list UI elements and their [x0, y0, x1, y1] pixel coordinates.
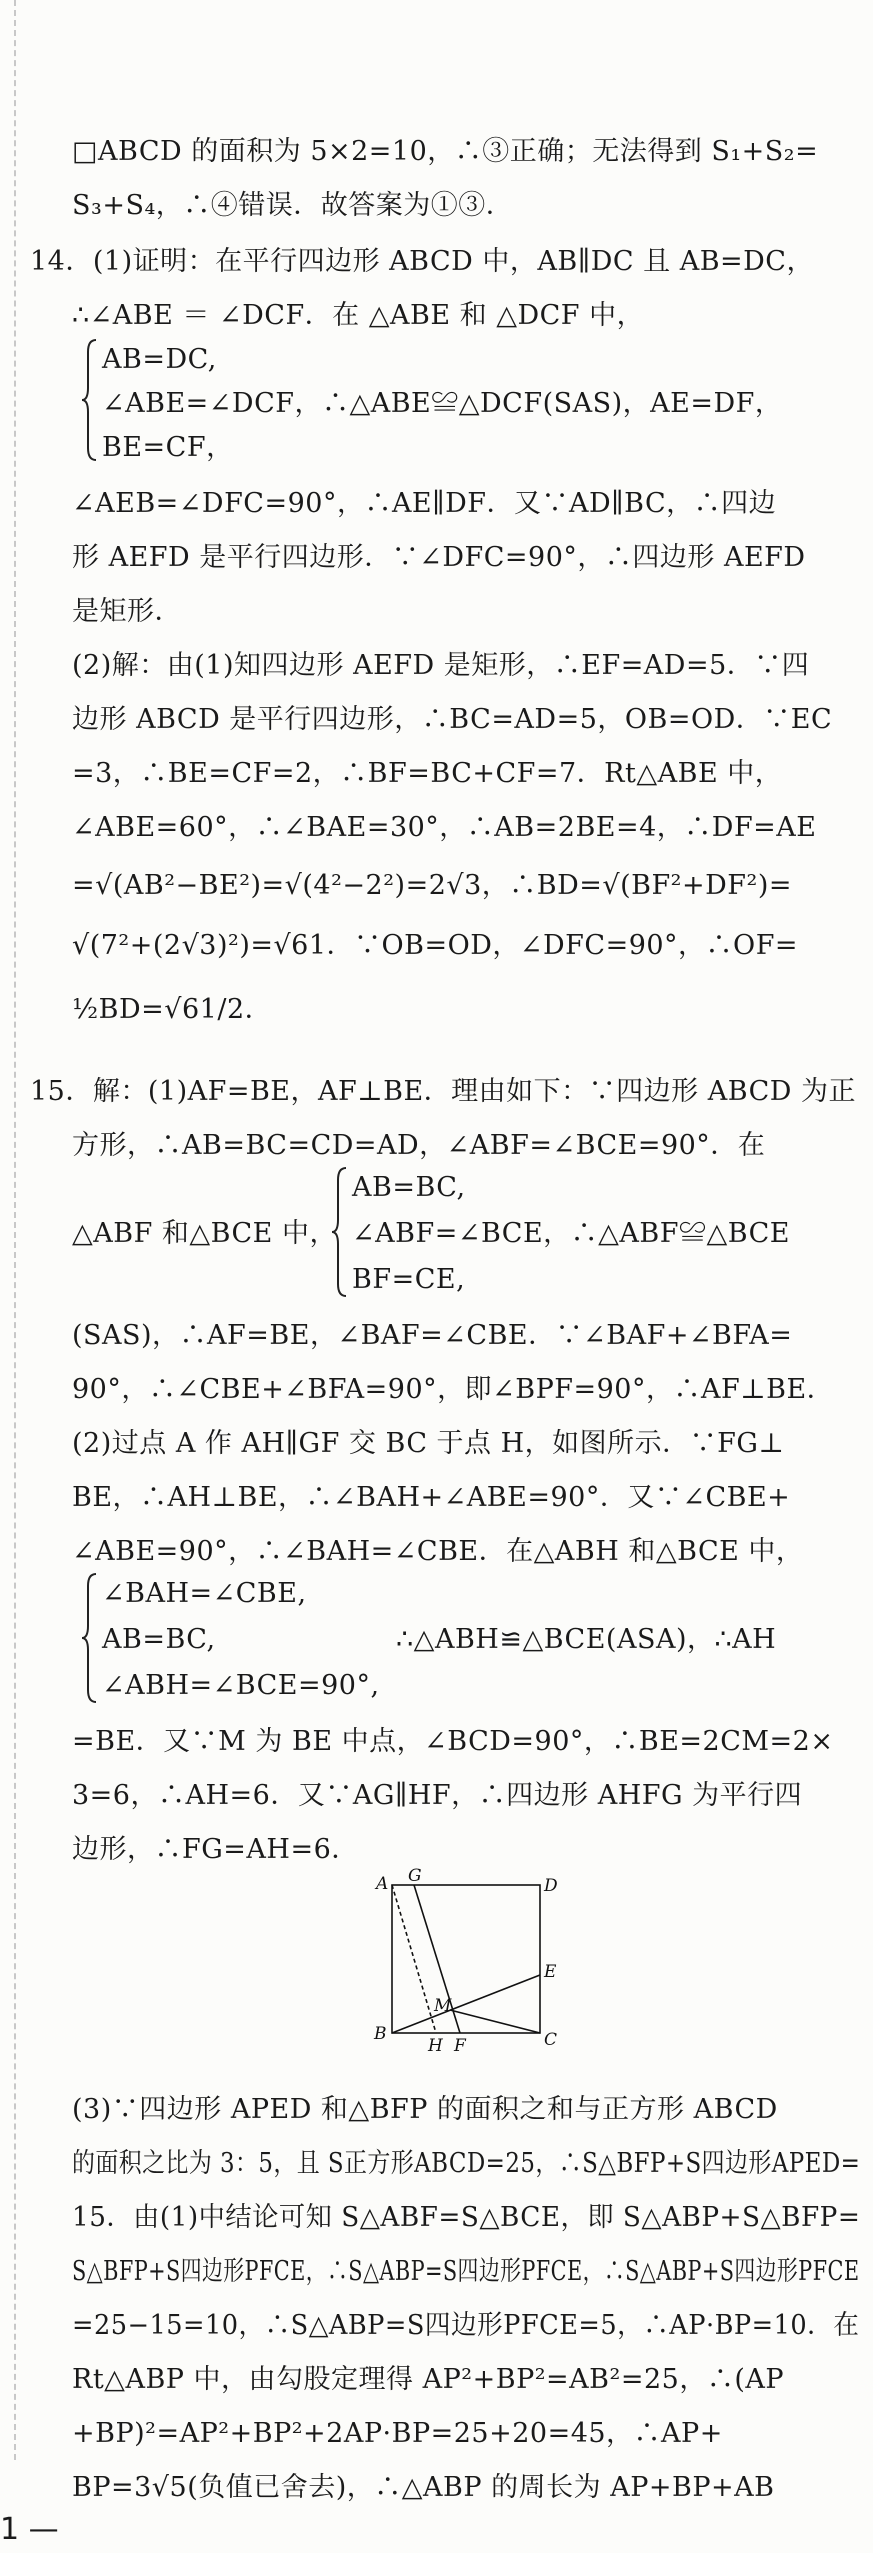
- system-line: BE=CF，: [102, 432, 234, 463]
- geometry-figure: [370, 1865, 570, 2055]
- figure-label-f: F: [454, 2036, 466, 2055]
- figure-label-a: A: [376, 1874, 389, 1894]
- system-line: AB=BC,: [352, 1172, 466, 1203]
- text-line: √(7²+(2√3)²)=√61．∵OB=OD，∠DFC=90°，∴OF=: [72, 930, 799, 961]
- text-line: (SAS)，∴AF=BE，∠BAF=∠CBE．∵∠BAF+∠BFA=: [72, 1320, 793, 1351]
- text-line: 边形 ABCD 是平行四边形，∴BC=AD=5，OB=OD．∵EC: [72, 704, 833, 735]
- text-line: S△BFP+S四边形PFCE，∴S△ABP=S四边形PFCE，∴S△ABP+S四边形PFCE: [72, 2256, 860, 2287]
- segment-mc: [450, 2010, 540, 2033]
- figure-label-g: G: [408, 1866, 422, 1886]
- system-line: ∠ABF=∠BCE，∴△ABF≌△BCE: [352, 1218, 790, 1249]
- text-line: (2)解：由(1)知四边形 AEFD 是矩形，∴EF=AD=5．∵四: [72, 650, 810, 681]
- system-line: BF=CE,: [352, 1264, 466, 1295]
- text-line: △ABF 和△BCE 中，: [72, 1218, 337, 1249]
- text-line: □ABCD 的面积为 5×2=10，∴③正确；无法得到 S₁+S₂=: [72, 136, 819, 167]
- text-line: (3)∵四边形 APED 和△BFP 的面积之和与正方形 ABCD: [72, 2094, 778, 2125]
- text-line: ∠AEB=∠DFC=90°，∴AE∥DF．又∵AD∥BC，∴四边: [72, 488, 777, 519]
- text-line: Rt△ABP 中，由勾股定理得 AP²+BP²=AB²=25，∴(AP: [72, 2364, 785, 2395]
- text-line: +BP)²=AP²+BP²+2AP·BP=25+20=45，∴AP+: [72, 2418, 723, 2449]
- text-line: 15．由(1)中结论可知 S△ABF=S△BCE，即 S△ABP+S△BFP=: [72, 2202, 861, 2233]
- figure-label-m: M: [434, 1996, 452, 2016]
- text-line: 是矩形．: [72, 596, 182, 627]
- text-line: ∴∠ABE ＝ ∠DCF．在 △ABE 和 △DCF 中，: [72, 300, 645, 331]
- text-line: BP=3√5(负值已舍去)，∴△ABP 的周长为 AP+BP+AB: [72, 2472, 775, 2503]
- binding-dashed-rule: [14, 0, 16, 2460]
- text-line: ∴△ABH≌△BCE(ASA)，∴AH: [396, 1624, 777, 1655]
- segment-be: [392, 1975, 540, 2033]
- figure-label-c: C: [544, 2030, 558, 2050]
- text-line: 方形，∴AB=BC=CD=AD，∠ABF=∠BCE=90°．在: [72, 1130, 766, 1161]
- text-line: 90°，∴∠CBE+∠BFA=90°，即∠BPF=90°，∴AF⊥BE．: [72, 1374, 835, 1405]
- text-line: S₃+S₄，∴④错误．故答案为①③．: [72, 190, 514, 221]
- system-line: AB=DC,: [102, 344, 217, 375]
- text-line: ∠ABE=60°，∴∠BAE=30°，∴AB=2BE=4，∴DF=AE: [72, 812, 817, 843]
- text-line: 3=6，∴AH=6．又∵AG∥HF，∴四边形 AHFG 为平行四: [72, 1780, 803, 1811]
- text-line: =√(AB²−BE²)=√(4²−2²)=2√3，∴BD=√(BF²+DF²)=: [72, 870, 792, 901]
- brace-system-3: [80, 1572, 100, 1704]
- system-line: AB=BC,: [102, 1624, 216, 1655]
- problem-14-heading-line: 14．(1)证明：在平行四边形 ABCD 中，AB∥DC 且 AB=DC，: [30, 246, 814, 277]
- text-line: =3，∴BE=CF=2，∴BF=BC+CF=7．Rt△ABE 中，: [72, 758, 783, 789]
- text-line: 的面积之比为 3：5，且 S正方形ABCD=25，∴S△BFP+S四边形APED=: [72, 2148, 861, 2179]
- text-line: ½BD=√61/2．: [72, 994, 273, 1025]
- system-line: ∠ABE=∠DCF，∴△ABE≌△DCF(SAS)，AE=DF，: [102, 388, 783, 419]
- text-line: =25−15=10，∴S△ABP=S四边形PFCE=5，∴AP·BP=10．在: [72, 2310, 860, 2341]
- problem-15-heading-line: 15．解：(1)AF=BE，AF⊥BE．理由如下：∵四边形 ABCD 为正: [30, 1076, 856, 1107]
- figure-label-d: D: [544, 1876, 558, 1896]
- page-number-marker: 1 —: [0, 2512, 59, 2547]
- segment-ah: [392, 1885, 436, 2033]
- system-line: ∠ABH=∠BCE=90°,: [102, 1670, 380, 1701]
- figure-label-h: H: [428, 2036, 443, 2055]
- system-line: ∠BAH=∠CBE,: [102, 1578, 307, 1609]
- text-line: (2)过点 A 作 AH∥GF 交 BC 于点 H，如图所示．∵FG⊥: [72, 1428, 785, 1459]
- text-line: 边形，∴FG=AH=6．: [72, 1834, 359, 1865]
- text-line: BE，∴AH⊥BE，∴∠BAH+∠ABE=90°．又∵∠CBE+: [72, 1482, 791, 1513]
- text-line: 形 AEFD 是平行四边形．∵∠DFC=90°，∴四边形 AEFD: [72, 542, 806, 573]
- brace-system-1: [80, 338, 100, 462]
- figure-label-e: E: [544, 1962, 557, 1982]
- figure-label-b: B: [374, 2024, 387, 2044]
- text-line: =BE．又∵M 为 BE 中点，∠BCD=90°，∴BE=2CM=2×: [72, 1726, 834, 1757]
- text-line: ∠ABE=90°，∴∠BAH=∠CBE．在△ABH 和△BCE 中，: [72, 1536, 804, 1567]
